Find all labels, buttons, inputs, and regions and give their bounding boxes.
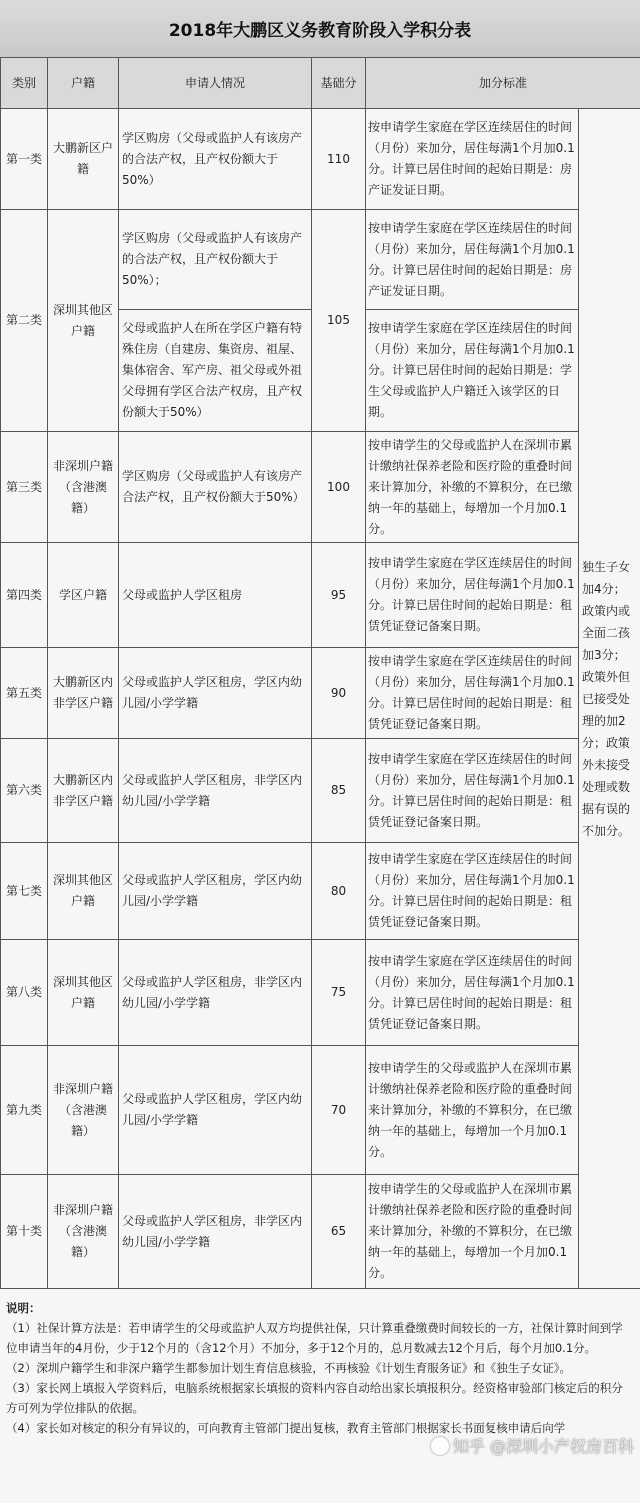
table-row bbox=[1, 739, 640, 843]
table-title: 2018年大鹏区义务教育阶段入学积分表 bbox=[0, 0, 640, 58]
note-item: （3）家长网上填报入学资料后，电脑系统根据家长填报的资料内容自动给出家长填报积分。经资格审验部门核定后的积分方可列为学位排队的依据。 bbox=[6, 1381, 623, 1415]
watermark-text: 知乎 @深圳小产权房百科 bbox=[452, 1437, 634, 1456]
situation-cell: 学区购房（父母或监护人有该房产的合法产权，且产权份额大于50%）； bbox=[119, 210, 312, 310]
header-bonus: 加分标准 bbox=[366, 58, 640, 109]
bonus-cell: 按申请学生家庭在学区连续居住的时间（月份）来加分，居住每满1个月加0.1分。计算已居住时间的起始日期是：租赁凭证登记备案日期。 bbox=[366, 739, 579, 843]
table-row bbox=[1, 843, 640, 940]
bonus-cell: 按申请学生家庭在学区连续居住的时间（月份）来加分，居住每满1个月加0.1分。计算已居住时间的起始日期是：租赁凭证登记备案日期。 bbox=[366, 843, 579, 940]
score-table bbox=[0, 57, 640, 1289]
category-cell: 第五类 bbox=[1, 648, 48, 739]
table-row bbox=[1, 648, 640, 739]
situation-cell: 父母或监护人学区租房，学区内幼儿园/小学学籍 bbox=[119, 1046, 312, 1175]
category-cell: 第三类 bbox=[1, 432, 48, 543]
category-cell: 第八类 bbox=[1, 940, 48, 1046]
bonus-cell: 按申请学生家庭在学区连续居住的时间（月份）来加分，居住每满1个月加0.1分。计算已居住时间的起始日期是：租赁凭证登记备案日期。 bbox=[366, 543, 579, 648]
situation-cell: 父母或监护人学区租房，学区内幼儿园/小学学籍 bbox=[119, 843, 312, 940]
table-row bbox=[1, 109, 640, 210]
bonus-cell: 按申请学生家庭在学区连续居住的时间（月份）来加分，居住每满1个月加0.1分。计算已居住时间的起始日期是：租赁凭证登记备案日期。 bbox=[366, 940, 579, 1046]
situation-cell: 学区购房（父母或监护人有该房产的合法产权，且产权份额大于50%） bbox=[119, 109, 312, 210]
note-item: （4）家长如对核定的积分有异议的，可向教育主管部门提出复核，教育主管部门根据家长书面复核申请后向学 bbox=[6, 1421, 566, 1435]
category-cell: 第十类 bbox=[1, 1175, 48, 1289]
notes-heading: 说明： bbox=[6, 1301, 41, 1315]
bonus-cell: 按申请学生的父母或监护人在深圳市累计缴纳社保养老险和医疗险的重叠时间来计算加分，补缴的不算积分，在已缴纳一年的基础上，每增加一个月加0.1分。 bbox=[366, 432, 579, 543]
bonus-cell: 按申请学生家庭在学区连续居住的时间（月份）来加分，居住每满1个月加0.1分。计算已居住时间的起始日期是：房产证发证日期。 bbox=[366, 109, 579, 210]
score-cell: 95 bbox=[312, 543, 366, 648]
category-cell: 第一类 bbox=[1, 109, 48, 210]
category-cell: 第九类 bbox=[1, 1046, 48, 1175]
category-cell: 第六类 bbox=[1, 739, 48, 843]
score-cell: 65 bbox=[312, 1175, 366, 1289]
bonus-cell: 按申请学生家庭在学区连续居住的时间（月份）来加分，居住每满1个月加0.1分。计算已居住时间的起始日期是：学生父母或监护人户籍迁入该学区的日期。 bbox=[366, 310, 579, 432]
score-cell: 90 bbox=[312, 648, 366, 739]
huji-cell: 深圳其他区户籍 bbox=[48, 843, 119, 940]
watermark bbox=[431, 1434, 634, 1457]
note-item: （2）深圳户籍学生和非深户籍学生都参加计划生育信息核验，不再核验《计划生育服务证》和《独生子女证》。 bbox=[6, 1361, 572, 1375]
situation-cell: 学区购房（父母或监护人有该房产合法产权，且产权份额大于50%） bbox=[119, 432, 312, 543]
header-huji: 户籍 bbox=[48, 58, 119, 109]
bonus-cell: 按申请学生的父母或监护人在深圳市累计缴纳社保养老险和医疗险的重叠时间来计算加分，补缴的不算积分，在已缴纳一年的基础上，每增加一个月加0.1分。 bbox=[366, 1175, 579, 1289]
bonus-cell: 按申请学生家庭在学区连续居住的时间（月份）来加分，居住每满1个月加0.1分。计算已居住时间的起始日期是：租赁凭证登记备案日期。 bbox=[366, 648, 579, 739]
score-cell: 75 bbox=[312, 940, 366, 1046]
huji-cell: 深圳其他区户籍 bbox=[48, 940, 119, 1046]
score-cell: 70 bbox=[312, 1046, 366, 1175]
header-category: 类别 bbox=[1, 58, 48, 109]
bonus-cell: 按申请学生家庭在学区连续居住的时间（月份）来加分，居住每满1个月加0.1分。计算已居住时间的起始日期是：房产证发证日期。 bbox=[366, 210, 579, 310]
table-row bbox=[1, 543, 640, 648]
huji-cell: 非深圳户籍（含港澳籍） bbox=[48, 1175, 119, 1289]
category-cell: 第七类 bbox=[1, 843, 48, 940]
note-item: （1）社保计算方法是：若申请学生的父母或监护人双方均提供社保，只计算重叠缴费时间较长的一方，社保计算时间到学位申请当年的4月份，少于12个月的（含12个月）不加分，多于12个月的，总月数减去12个月后，每个月加0.1分。 bbox=[6, 1321, 623, 1355]
table-row bbox=[1, 432, 640, 543]
category-cell: 第二类 bbox=[1, 210, 48, 432]
bonus-cell: 按申请学生的父母或监护人在深圳市累计缴纳社保养老险和医疗险的重叠时间来计算加分，补缴的不算积分，在已缴纳一年的基础上，每增加一个月加0.1分。 bbox=[366, 1046, 579, 1175]
category-cell: 第四类 bbox=[1, 543, 48, 648]
situation-cell: 父母或监护人学区租房，非学区内幼儿园/小学学籍 bbox=[119, 1175, 312, 1289]
zhihu-logo-icon bbox=[431, 1437, 449, 1455]
table-row bbox=[1, 1046, 640, 1175]
extra-bonus-cell: 独生子女加4分；政策内或全面二孩加3分；政策外但已接受处理的加2分；政策外未接受处理或数据有误的不加分。 bbox=[579, 109, 640, 1289]
huji-cell: 学区户籍 bbox=[48, 543, 119, 648]
table-row bbox=[1, 210, 640, 310]
table-row bbox=[1, 1175, 640, 1289]
situation-cell: 父母或监护人学区租房，非学区内幼儿园/小学学籍 bbox=[119, 739, 312, 843]
header-situation: 申请人情况 bbox=[119, 58, 312, 109]
score-cell: 105 bbox=[312, 210, 366, 432]
situation-cell: 父母或监护人在所在学区户籍有特殊住房（自建房、集资房、祖屋、集体宿舍、军产房、祖父母或外祖父母拥有学区合法产权房，且产权份额大于50%） bbox=[119, 310, 312, 432]
situation-cell: 父母或监护人学区租房，学区内幼儿园/小学学籍 bbox=[119, 648, 312, 739]
situation-cell: 父母或监护人学区租房 bbox=[119, 543, 312, 648]
table-row bbox=[1, 940, 640, 1046]
huji-cell: 大鹏新区内非学区户籍 bbox=[48, 739, 119, 843]
situation-cell: 父母或监护人学区租房，非学区内幼儿园/小学学籍 bbox=[119, 940, 312, 1046]
huji-cell: 深圳其他区户籍 bbox=[48, 210, 119, 432]
huji-cell: 非深圳户籍（含港澳籍） bbox=[48, 432, 119, 543]
score-cell: 110 bbox=[312, 109, 366, 210]
notes-section bbox=[0, 1292, 640, 1503]
header-row bbox=[1, 58, 640, 109]
huji-cell: 大鹏新区内非学区户籍 bbox=[48, 648, 119, 739]
header-score: 基础分 bbox=[312, 58, 366, 109]
score-cell: 85 bbox=[312, 739, 366, 843]
score-cell: 80 bbox=[312, 843, 366, 940]
score-cell: 100 bbox=[312, 432, 366, 543]
huji-cell: 非深圳户籍（含港澳籍） bbox=[48, 1046, 119, 1175]
huji-cell: 大鹏新区户籍 bbox=[48, 109, 119, 210]
